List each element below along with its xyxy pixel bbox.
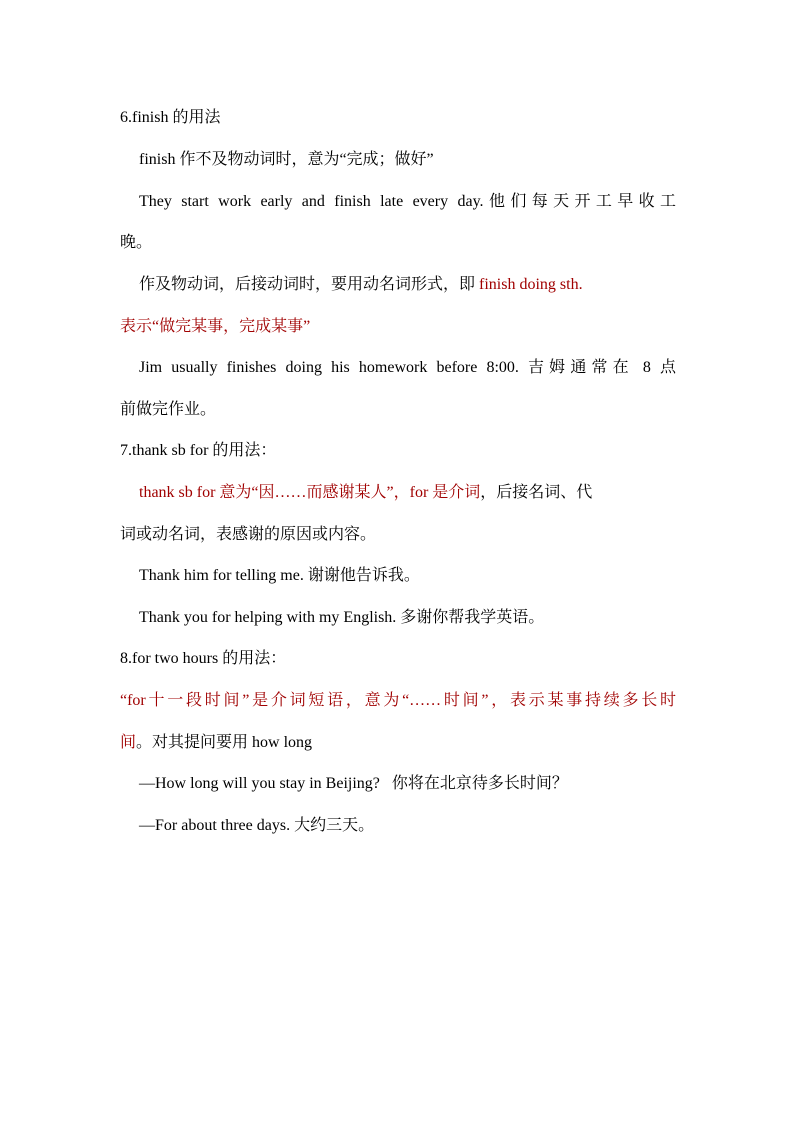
how-long-note: 。对其提问要用 how long (136, 734, 313, 751)
section-7-example-1: Thank him for telling me. 谢谢他告诉我。 (139, 567, 420, 584)
section-6-transitive-line-2: 表示“做完某事，完成某事” (120, 318, 311, 335)
section-7-definition-line-2: 词或动名词，表感谢的原因或内容。 (120, 526, 377, 543)
section-7-definition-line-1 (139, 483, 676, 503)
transitive-text: 作及物动词，后接动词时，要用动名词形式，即 (139, 276, 480, 293)
section-6-example-2-line-2: 前做完作业。 (120, 401, 217, 418)
section-8-dialogue-answer: —For about three days. 大约三天。 (139, 817, 375, 834)
section-6-example-1-line-1: They start work early and finish late every day.他们每天开工早收工 (139, 193, 676, 210)
definition-end-highlight: 间 (120, 734, 137, 751)
section-6-example-1-line-2: 晚。 (120, 234, 153, 251)
section-6-heading: 6.finish 的用法 (120, 109, 221, 126)
section-8-dialogue-question: —How long will you stay in Beijing? 你将在北京待多长时间？ (139, 775, 568, 792)
section-6-example-2-line-1: Jim usually finishes doing his homework before 8:00. 吉姆通常在 8 点 (139, 359, 676, 376)
section-8-heading: 8.for two hours 的用法： (120, 650, 287, 667)
section-6-transitive-line-1 (139, 275, 676, 295)
thank-sb-for-highlight: thank sb for 意为“因……而感谢某人”，for 是介词 (139, 484, 481, 501)
section-6-definition: finish 作不及物动词时，意为“完成；做好” (139, 151, 434, 168)
section-7-example-2: Thank you for helping with my English. 多谢你帮我学英语。 (139, 609, 545, 626)
section-7-heading: 7.thank sb for 的用法： (120, 442, 277, 459)
definition-continuation: ，后接名词、代 (480, 484, 593, 501)
finish-doing-sth-highlight: finish doing sth. (479, 276, 583, 293)
section-8-definition-line-1: “for十一段时间”是介词短语，意为“……时间”，表示某事持续多长时 (120, 692, 676, 709)
section-8-definition-line-2 (120, 733, 676, 753)
